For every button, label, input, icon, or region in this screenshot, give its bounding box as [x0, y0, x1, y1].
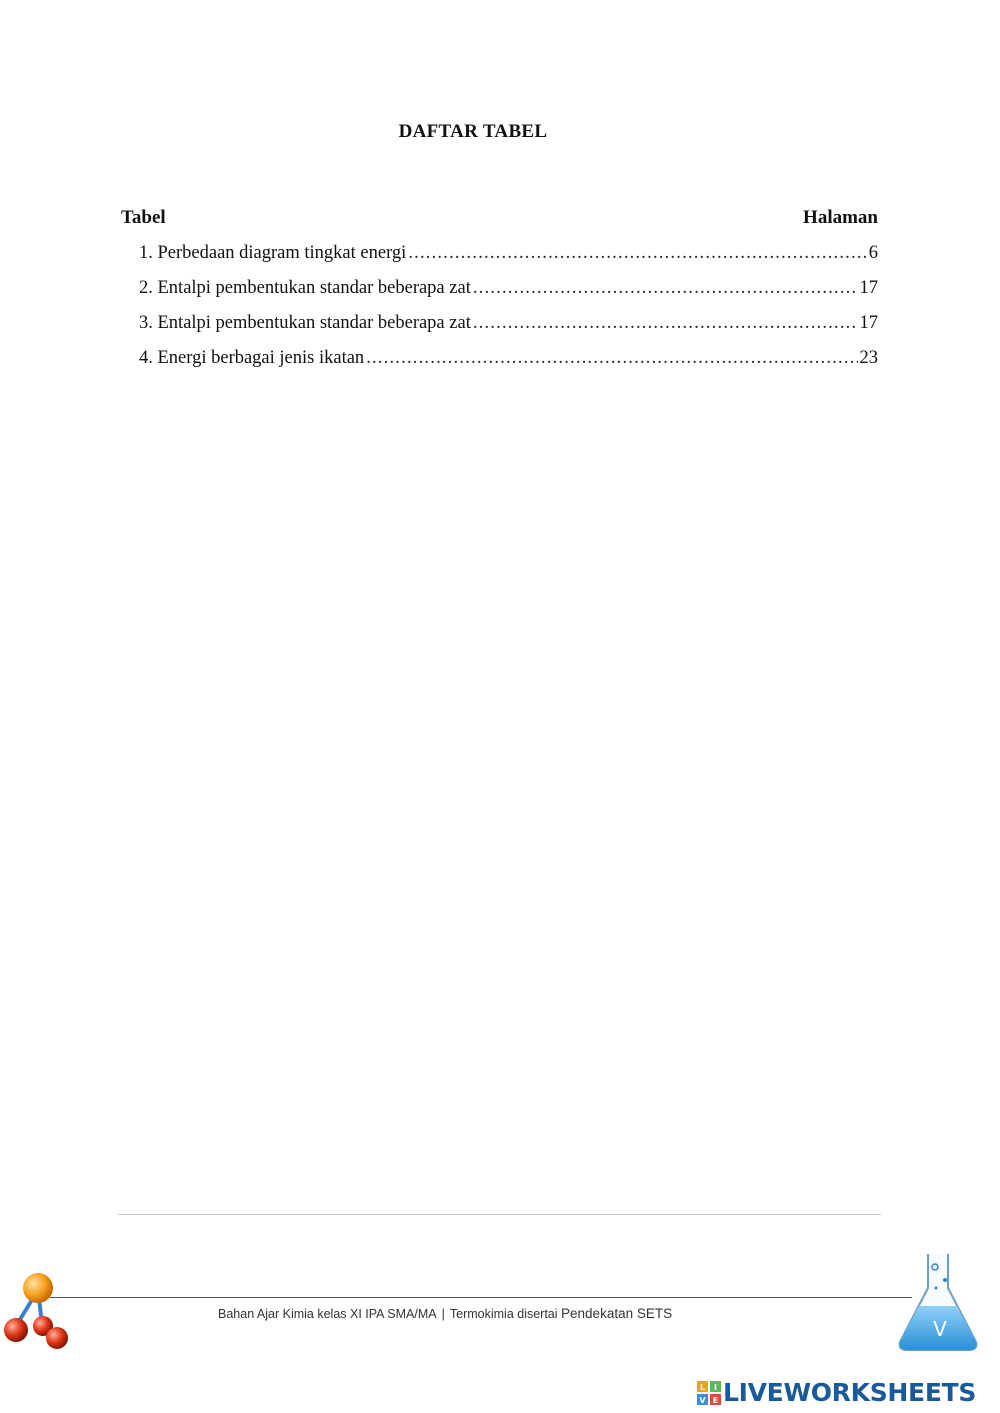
dot-leader — [408, 243, 866, 264]
molecule-icon — [0, 1270, 75, 1355]
content-divider — [118, 1214, 881, 1215]
page-title: DAFTAR TABEL — [398, 121, 548, 142]
header-halaman: Halaman — [803, 207, 878, 228]
toc-entry-label: 2. Entalpi pembentukan standar beberapa zat — [139, 278, 471, 298]
toc-entry[interactable] — [139, 278, 878, 313]
footer-part1: Bahan Ajar Kimia kelas XI IPA SMA/MA — [218, 1307, 437, 1321]
dot-leader — [473, 278, 858, 299]
dot-leader — [473, 313, 858, 334]
svg-text:I: I — [714, 1382, 717, 1392]
toc-entry[interactable] — [139, 243, 878, 278]
footer-part3: Pendekatan SETS — [561, 1306, 673, 1321]
liveworksheets-brand[interactable] — [697, 1378, 976, 1407]
svg-text:L: L — [699, 1382, 706, 1392]
toc-header — [121, 207, 878, 229]
flask-icon — [892, 1250, 984, 1355]
toc-entry[interactable] — [139, 313, 878, 348]
footer-rule — [50, 1297, 912, 1298]
header-tabel: Tabel — [121, 207, 166, 228]
brand-text: LIVEWORKSHEETS — [723, 1378, 977, 1407]
footer-caption — [218, 1306, 672, 1321]
svg-text:V: V — [699, 1395, 706, 1405]
toc-entry-page: 6 — [868, 243, 878, 263]
toc-entry-label: 3. Entalpi pembentukan standar beberapa zat — [139, 313, 471, 333]
toc-entry[interactable] — [139, 348, 878, 383]
footer-separator: | — [441, 1307, 445, 1321]
toc-entry-page: 23 — [859, 348, 878, 368]
dot-leader — [366, 348, 857, 369]
liveworksheets-badge-icon — [697, 1381, 721, 1405]
toc-entry-label: 1. Perbedaan diagram tingkat energi — [139, 243, 407, 263]
toc-entry-label: 4. Energi berbagai jenis ikatan — [139, 348, 365, 368]
toc-entry-page: 17 — [859, 313, 878, 333]
flask-letter: V — [933, 1317, 947, 1341]
toc-entry-page: 17 — [859, 278, 878, 298]
footer-part2: Termokimia disertai — [449, 1307, 558, 1321]
svg-text:E: E — [712, 1395, 719, 1405]
table-of-tables — [139, 243, 878, 383]
